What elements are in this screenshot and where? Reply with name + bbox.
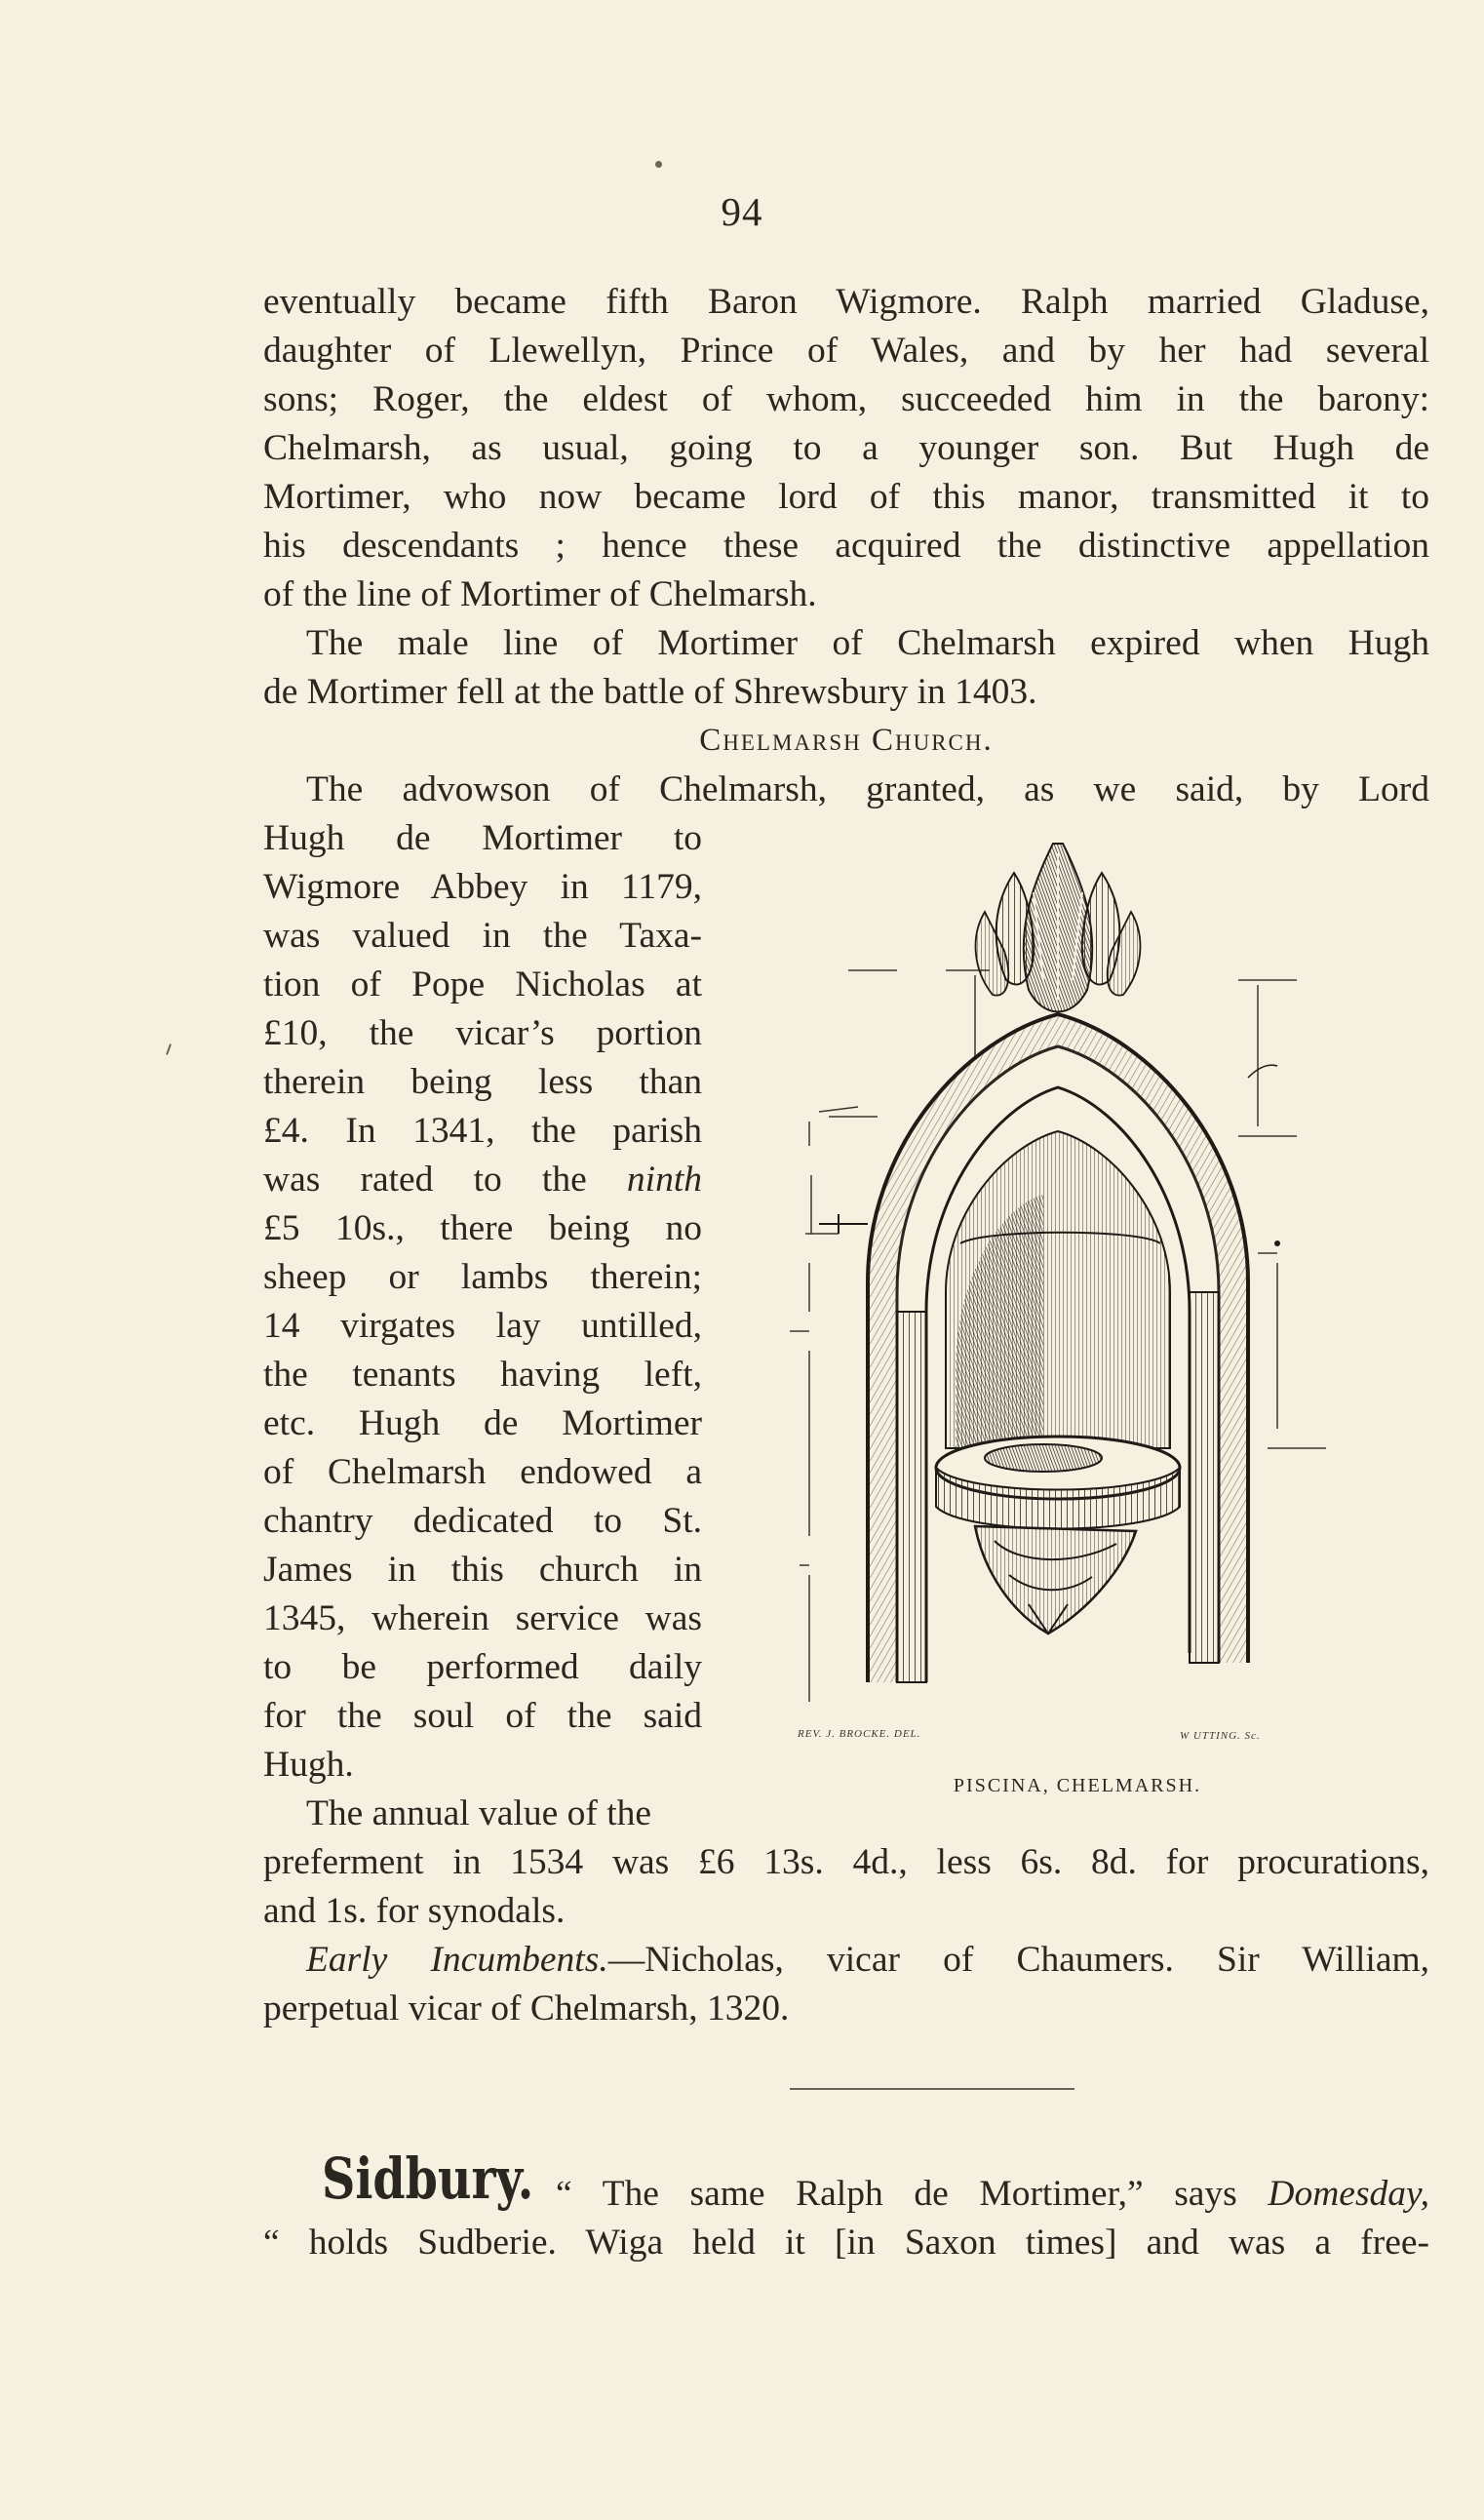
text-line: and 1s. for synodals. bbox=[263, 1891, 566, 1931]
corbel bbox=[975, 1526, 1136, 1634]
narrow-line: Hugh. bbox=[263, 1745, 354, 1785]
section-heading: Chelmarsh Church. bbox=[699, 723, 994, 758]
text-line: eventually became fifth Baron Wigmore. Ralph married Gladuse, bbox=[263, 282, 1429, 322]
text-line: his descendants ; hence these acquired the distinctive appellation bbox=[263, 526, 1429, 566]
narrow-line: for the soul of the said bbox=[263, 1696, 702, 1736]
narrow-line-text: was rated to the bbox=[263, 1160, 587, 1200]
narrow-line: chantry dedicated to St. bbox=[263, 1501, 702, 1541]
text-line: preferment in 1534 was £6 13s. 4d., less 6s. 8d. for procurations, bbox=[263, 1842, 1429, 1882]
sidbury-first-text: “ The same Ralph de Mortimer,” says bbox=[556, 2174, 1269, 2214]
ink-speck bbox=[166, 1043, 172, 1055]
engraver-credit-right: W UTTING. Sc. bbox=[1180, 1730, 1261, 1742]
sidbury-line bbox=[556, 2170, 1429, 2219]
narrow-line: therein being less than bbox=[263, 1062, 702, 1102]
page-number: 94 bbox=[721, 189, 763, 234]
text-line: The advowson of Chelmarsh, granted, as we said, by Lord bbox=[306, 769, 1429, 809]
gothic-heading-text: Sidbury. bbox=[322, 2146, 534, 2212]
narrow-line: 14 virgates lay untilled, bbox=[263, 1306, 702, 1346]
incumbents-label: Early Incumbents. bbox=[306, 1940, 608, 1980]
figure-caption: PISCINA, CHELMARSH. bbox=[953, 1775, 1202, 1796]
narrow-line: etc. Hugh de Mortimer bbox=[263, 1403, 702, 1443]
ink-speck bbox=[655, 161, 662, 168]
narrow-line: was valued in the Taxa- bbox=[263, 916, 702, 956]
narrow-line: of Chelmarsh endowed a bbox=[263, 1452, 702, 1492]
narrow-line: James in this church in bbox=[263, 1550, 702, 1590]
domesday-ref: Domesday, bbox=[1268, 2174, 1429, 2214]
narrow-line: £10, the vicar’s portion bbox=[263, 1013, 702, 1053]
text-line: perpetual vicar of Chelmarsh, 1320. bbox=[263, 1988, 790, 2028]
text-line: sons; Roger, the eldest of whom, succeeded him in the barony: bbox=[263, 379, 1429, 419]
narrow-line: £5 10s., there being no bbox=[263, 1208, 702, 1248]
text-line: of the line of Mortimer of Chelmarsh. bbox=[263, 574, 817, 614]
narrow-line: Wigmore Abbey in 1179, bbox=[263, 867, 702, 907]
piscina-engraving bbox=[751, 824, 1394, 1721]
narrow-line: to be performed daily bbox=[263, 1647, 702, 1687]
incumbents-text: —Nicholas, vicar of Chaumers. Sir William, bbox=[607, 1940, 1430, 1980]
narrow-line: the tenants having left, bbox=[263, 1355, 702, 1395]
narrow-line: sheep or lambs therein; bbox=[263, 1257, 702, 1297]
narrow-line: £4. In 1341, the parish bbox=[263, 1111, 702, 1151]
text-line: Mortimer, who now became lord of this manor, transmitted it to bbox=[263, 477, 1429, 517]
narrow-line: 1345, wherein service was bbox=[263, 1598, 702, 1638]
left-column bbox=[897, 1312, 926, 1682]
text-line: “ holds Sudberie. Wiga held it [in Saxon times] and was a free- bbox=[263, 2223, 1429, 2263]
engraver-credit-left: REV. J. BROCKE. DEL. bbox=[798, 1728, 921, 1740]
narrow-line: tion of Pope Nicholas at bbox=[263, 965, 702, 1004]
narrow-line: Hugh de Mortimer to bbox=[263, 818, 702, 858]
narrow-line bbox=[263, 1156, 702, 1204]
finial-leaves bbox=[976, 844, 1141, 1012]
text-line: Chelmarsh, as usual, going to a younger son. But Hugh de bbox=[263, 428, 1429, 468]
incumbents-line bbox=[306, 1936, 1429, 1985]
text-line: daughter of Llewellyn, Prince of Wales, and by her had several bbox=[263, 331, 1429, 371]
text-line: The male line of Mortimer of Chelmarsh expired when Hugh bbox=[306, 623, 1429, 663]
section-divider bbox=[790, 2088, 1074, 2090]
sidbury-heading bbox=[322, 2146, 580, 2212]
right-column bbox=[1190, 1292, 1219, 1663]
narrow-line: The annual value of the bbox=[306, 1793, 652, 1833]
emphasis-ninth: ninth bbox=[626, 1160, 703, 1200]
text-line: de Mortimer fell at the battle of Shrewsbury in 1403. bbox=[263, 672, 1037, 712]
basin-bowl bbox=[985, 1444, 1102, 1472]
